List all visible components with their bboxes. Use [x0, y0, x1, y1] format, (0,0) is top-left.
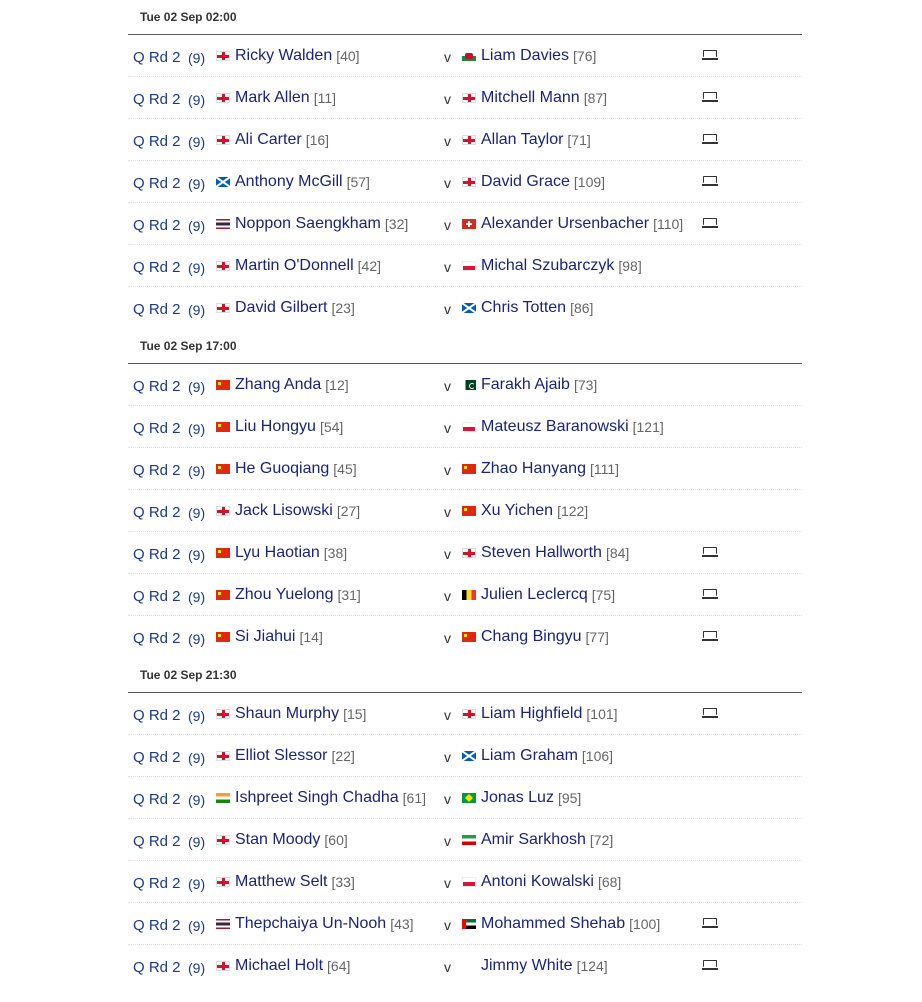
- player-two: [462, 376, 597, 394]
- player-two: [462, 173, 605, 191]
- session-section: [128, 658, 802, 987]
- round-label: Q Rd 2: [133, 630, 181, 647]
- best-of-frames: (9): [188, 918, 206, 934]
- round-label: Q Rd 2: [133, 301, 181, 318]
- player-name-link[interactable]: Mitchell Mann: [481, 89, 580, 106]
- player-ranking: [22]: [331, 748, 355, 764]
- player-name-link[interactable]: He Guoqiang: [235, 460, 330, 477]
- match-row[interactable]: [128, 777, 802, 819]
- match-row[interactable]: [128, 819, 802, 861]
- round-label: Q Rd 2: [133, 133, 181, 150]
- round-label: Q Rd 2: [133, 546, 181, 563]
- player-one: [216, 502, 360, 520]
- player-ranking: [12]: [325, 377, 349, 393]
- player-two: [462, 502, 588, 520]
- player-ranking: [40]: [336, 48, 360, 64]
- tv-icon[interactable]: [702, 917, 718, 929]
- match-row[interactable]: [128, 77, 802, 119]
- player-two: [462, 215, 683, 233]
- player-two: [462, 873, 621, 891]
- player-name-link[interactable]: Jonas Luz: [481, 789, 554, 806]
- tv-broadcast-icon: [702, 546, 718, 558]
- best-of-frames: (9): [188, 631, 206, 647]
- match-row[interactable]: [128, 203, 802, 245]
- tv-broadcast-icon: [702, 133, 718, 145]
- flag-icon: [216, 93, 230, 103]
- round-label: Q Rd 2: [133, 749, 181, 766]
- player-name-link[interactable]: Zhao Hanyang: [481, 460, 586, 477]
- player-one: [216, 131, 329, 149]
- player-ranking: [57]: [346, 174, 370, 190]
- player-one: [216, 873, 355, 891]
- player-two: [462, 131, 591, 149]
- player-name-link[interactable]: Stan Moody: [235, 831, 321, 848]
- versus-label: v: [444, 301, 451, 317]
- flag-icon: [462, 422, 476, 432]
- flag-icon: [462, 464, 476, 474]
- flag-icon: [216, 380, 230, 390]
- flag-icon: [216, 961, 230, 971]
- match-row[interactable]: [128, 616, 802, 658]
- player-name-link[interactable]: Si Jiahui: [235, 628, 296, 645]
- best-of-frames: (9): [188, 505, 206, 521]
- player-name-link[interactable]: Alexander Ursenbacher: [481, 215, 650, 232]
- player-two: [462, 544, 629, 562]
- player-name-link[interactable]: Shaun Murphy: [235, 705, 340, 722]
- best-of-frames: (9): [188, 589, 206, 605]
- player-name-link[interactable]: Matthew Selt: [235, 873, 328, 890]
- tv-icon[interactable]: [702, 630, 718, 642]
- round-label: Q Rd 2: [133, 217, 181, 234]
- flag-icon: [216, 919, 230, 929]
- player-two: [462, 705, 618, 723]
- round-label: Q Rd 2: [133, 917, 181, 934]
- tv-broadcast-icon: [702, 49, 718, 61]
- round-label: Q Rd 2: [133, 462, 181, 479]
- round-label: Q Rd 2: [133, 175, 181, 192]
- player-name-link[interactable]: Antoni Kowalski: [481, 873, 594, 890]
- player-one: [216, 215, 408, 233]
- player-name-link[interactable]: Elliot Slessor: [235, 747, 328, 764]
- best-of-frames: (9): [188, 547, 206, 563]
- match-row[interactable]: [128, 574, 802, 616]
- flag-icon: [462, 919, 476, 929]
- player-name-link[interactable]: Jimmy White: [481, 957, 573, 974]
- player-name-link[interactable]: Xu Yichen: [481, 502, 554, 519]
- player-one: [216, 705, 366, 723]
- versus-label: v: [444, 175, 451, 191]
- player-name-link[interactable]: David Gilbert: [235, 299, 328, 316]
- round-label: Q Rd 2: [133, 707, 181, 724]
- match-row[interactable]: [128, 945, 802, 987]
- player-two: [462, 628, 609, 646]
- match-row[interactable]: [128, 448, 802, 490]
- flag-icon: [216, 590, 230, 600]
- player-ranking: [60]: [324, 832, 348, 848]
- flag-icon: [216, 548, 230, 558]
- player-two: [462, 789, 581, 807]
- best-of-frames: (9): [188, 708, 206, 724]
- best-of-frames: (9): [188, 302, 206, 318]
- flag-icon: [462, 632, 476, 642]
- versus-label: v: [444, 707, 451, 723]
- player-name-link[interactable]: Mark Allen: [235, 89, 310, 106]
- session-header: [128, 658, 802, 693]
- player-ranking: [122]: [557, 503, 589, 519]
- versus-label: v: [444, 875, 451, 891]
- flag-icon: [216, 632, 230, 642]
- player-one: [216, 789, 426, 807]
- player-ranking: [76]: [573, 48, 597, 64]
- match-schedule: [128, 0, 802, 987]
- player-ranking: [31]: [337, 587, 361, 603]
- flag-icon: [462, 93, 476, 103]
- player-ranking: [54]: [319, 419, 344, 435]
- flag-icon: [216, 219, 230, 229]
- match-row[interactable]: [128, 903, 802, 945]
- player-name-link[interactable]: Steven Hallworth: [481, 544, 602, 561]
- round-label: Q Rd 2: [133, 504, 181, 521]
- flag-icon: [462, 506, 476, 516]
- session-section: [128, 329, 802, 658]
- player-name-link[interactable]: Liam Highfield: [481, 705, 583, 722]
- player-ranking: [27]: [336, 503, 361, 519]
- player-name-link[interactable]: Zhou Yuelong: [235, 586, 334, 603]
- flag-icon: [462, 590, 476, 600]
- tv-broadcast-icon: [702, 959, 718, 971]
- player-ranking: [101]: [586, 706, 618, 722]
- player-one: [216, 47, 360, 65]
- player-ranking: [84]: [605, 545, 630, 561]
- best-of-frames: (9): [188, 134, 206, 150]
- player-ranking: [64]: [327, 958, 351, 974]
- player-one: [216, 418, 343, 436]
- tv-broadcast-icon: [702, 707, 718, 719]
- match-row[interactable]: [128, 364, 802, 406]
- player-name-link[interactable]: Lyu Haotian: [235, 544, 320, 561]
- player-name-link[interactable]: Mateusz Baranowski: [481, 418, 629, 435]
- player-ranking: [95]: [557, 790, 582, 806]
- player-ranking: [121]: [632, 419, 664, 435]
- flag-icon: [462, 961, 476, 971]
- best-of-frames: (9): [188, 218, 206, 234]
- versus-label: v: [444, 259, 451, 275]
- versus-label: v: [444, 588, 451, 604]
- flag-icon: [216, 51, 230, 61]
- round-label: Q Rd 2: [133, 49, 181, 66]
- best-of-frames: (9): [188, 876, 206, 892]
- player-ranking: [106]: [581, 748, 614, 764]
- session-header: [128, 329, 802, 364]
- flag-icon: [462, 219, 476, 229]
- tv-broadcast-icon: [702, 217, 718, 229]
- tv-icon[interactable]: [702, 217, 718, 229]
- best-of-frames: (9): [188, 960, 206, 976]
- player-name-link[interactable]: Thepchaiya Un-Nooh: [235, 915, 387, 932]
- tv-icon[interactable]: [702, 707, 718, 719]
- session-header: [128, 0, 802, 35]
- player-name-link[interactable]: Farakh Ajaib: [481, 376, 570, 393]
- round-label: Q Rd 2: [133, 959, 181, 976]
- versus-label: v: [444, 630, 451, 646]
- player-name-link[interactable]: Mohammed Shehab: [481, 915, 626, 932]
- versus-label: v: [444, 378, 451, 394]
- player-ranking: [124]: [576, 958, 608, 974]
- flag-icon: [216, 506, 230, 516]
- player-name-link[interactable]: Chris Totten: [481, 299, 567, 316]
- flag-icon: [462, 380, 476, 390]
- player-ranking: [73]: [573, 377, 598, 393]
- player-ranking: [98]: [618, 258, 642, 274]
- player-name-link[interactable]: Noppon Saengkham: [235, 215, 381, 232]
- best-of-frames: (9): [188, 379, 206, 395]
- player-one: [216, 299, 355, 317]
- player-ranking: [14]: [299, 629, 323, 645]
- best-of-frames: (9): [188, 50, 206, 66]
- player-one: [216, 586, 361, 604]
- versus-label: v: [444, 959, 451, 975]
- tv-icon[interactable]: [702, 959, 718, 971]
- player-ranking: [100]: [629, 916, 661, 932]
- player-ranking: [72]: [589, 832, 614, 848]
- player-ranking: [87]: [583, 90, 608, 106]
- best-of-frames: (9): [188, 750, 206, 766]
- player-ranking: [71]: [567, 132, 591, 148]
- flag-icon: [462, 751, 476, 761]
- flag-icon: [462, 793, 476, 803]
- best-of-frames: (9): [188, 463, 206, 479]
- best-of-frames: (9): [188, 421, 206, 437]
- round-label: Q Rd 2: [133, 259, 181, 276]
- player-one: [216, 628, 323, 646]
- versus-label: v: [444, 791, 451, 807]
- round-label: Q Rd 2: [133, 420, 181, 437]
- player-name-link[interactable]: Ishpreet Singh Chadha: [235, 789, 399, 806]
- flag-icon: [216, 709, 230, 719]
- player-name-link[interactable]: Ali Carter: [235, 131, 302, 148]
- player-two: [462, 747, 613, 765]
- best-of-frames: (9): [188, 792, 206, 808]
- flag-icon: [216, 261, 230, 271]
- match-row[interactable]: [128, 532, 802, 574]
- player-name-link[interactable]: Ricky Walden: [235, 47, 333, 64]
- player-one: [216, 747, 355, 765]
- player-ranking: [61]: [402, 790, 427, 806]
- player-two: [462, 586, 615, 604]
- match-row[interactable]: [128, 245, 802, 287]
- player-name-link[interactable]: Jack Lisowski: [235, 502, 333, 519]
- player-one: [216, 831, 348, 849]
- versus-label: v: [444, 217, 451, 233]
- player-one: [216, 460, 357, 478]
- match-row[interactable]: [128, 861, 802, 903]
- flag-icon: [216, 177, 230, 187]
- session-title: Tue 02 Sep 17:00: [140, 339, 237, 353]
- player-ranking: [45]: [333, 461, 357, 477]
- round-label: Q Rd 2: [133, 588, 181, 605]
- player-one: [216, 957, 350, 975]
- player-two: [462, 915, 660, 933]
- player-two: [462, 89, 607, 107]
- versus-label: v: [444, 420, 451, 436]
- player-name-link[interactable]: Chang Bingyu: [481, 628, 582, 645]
- tv-icon[interactable]: [702, 175, 718, 187]
- match-row[interactable]: [128, 35, 802, 77]
- tv-icon[interactable]: [702, 91, 718, 103]
- session-section: [128, 0, 802, 329]
- player-two: [462, 257, 642, 275]
- player-two: [462, 460, 619, 478]
- flag-icon: [216, 464, 230, 474]
- flag-icon: [216, 422, 230, 432]
- flag-icon: [216, 135, 230, 145]
- tv-broadcast-icon: [702, 91, 718, 103]
- player-one: [216, 173, 370, 191]
- tv-broadcast-icon: [702, 630, 718, 642]
- player-one: [216, 376, 349, 394]
- best-of-frames: (9): [188, 176, 206, 192]
- best-of-frames: (9): [188, 92, 206, 108]
- match-row[interactable]: [128, 406, 802, 448]
- player-ranking: [86]: [570, 300, 594, 316]
- player-ranking: [75]: [591, 587, 616, 603]
- player-name-link[interactable]: Martin O'Donnell: [235, 257, 354, 274]
- versus-label: v: [444, 91, 451, 107]
- flag-icon: [216, 303, 230, 313]
- player-ranking: [111]: [589, 461, 620, 477]
- player-two: [462, 831, 613, 849]
- player-ranking: [109]: [573, 174, 606, 190]
- flag-icon: [216, 751, 230, 761]
- player-name-link[interactable]: Julien Leclercq: [481, 586, 588, 603]
- player-two: [462, 957, 608, 975]
- tv-broadcast-icon: [702, 917, 718, 929]
- versus-label: v: [444, 546, 451, 562]
- tv-broadcast-icon: [702, 175, 718, 187]
- player-ranking: [38]: [323, 545, 348, 561]
- player-one: [216, 257, 381, 275]
- flag-icon: [462, 261, 476, 271]
- player-ranking: [16]: [305, 132, 330, 148]
- player-ranking: [42]: [357, 258, 382, 274]
- player-name-link[interactable]: Michal Szubarczyk: [481, 257, 615, 274]
- session-title: Tue 02 Sep 02:00: [140, 10, 237, 24]
- versus-label: v: [444, 462, 451, 478]
- versus-label: v: [444, 504, 451, 520]
- player-name-link[interactable]: Liu Hongyu: [235, 418, 316, 435]
- player-ranking: [110]: [653, 216, 684, 232]
- flag-icon: [462, 877, 476, 887]
- player-ranking: [11]: [313, 90, 337, 106]
- flag-icon: [462, 177, 476, 187]
- player-ranking: [33]: [331, 874, 355, 890]
- player-name-link[interactable]: Michael Holt: [235, 957, 324, 974]
- flag-icon: [216, 793, 230, 803]
- player-name-link[interactable]: Allan Taylor: [481, 131, 564, 148]
- player-name-link[interactable]: Liam Davies: [481, 47, 570, 64]
- tv-icon[interactable]: [702, 546, 718, 558]
- versus-label: v: [444, 133, 451, 149]
- player-ranking: [32]: [384, 216, 409, 232]
- match-row[interactable]: [128, 490, 802, 532]
- flag-icon: [462, 835, 476, 845]
- round-label: Q Rd 2: [133, 91, 181, 108]
- versus-label: v: [444, 749, 451, 765]
- round-label: Q Rd 2: [133, 378, 181, 395]
- tv-broadcast-icon: [702, 588, 718, 600]
- flag-icon: [462, 709, 476, 719]
- match-row[interactable]: [128, 119, 802, 161]
- tv-icon[interactable]: [702, 133, 718, 145]
- player-ranking: [23]: [331, 300, 355, 316]
- player-name-link[interactable]: Zhang Anda: [235, 376, 322, 393]
- match-row[interactable]: [128, 287, 802, 329]
- flag-icon: [216, 877, 230, 887]
- versus-label: v: [444, 49, 451, 65]
- player-two: [462, 418, 664, 436]
- tv-icon[interactable]: [702, 588, 718, 600]
- player-name-link[interactable]: David Grace: [481, 173, 570, 190]
- flag-icon: [462, 51, 476, 61]
- round-label: Q Rd 2: [133, 791, 181, 808]
- match-row[interactable]: [128, 693, 802, 735]
- player-ranking: [77]: [585, 629, 609, 645]
- player-one: [216, 544, 347, 562]
- versus-label: v: [444, 833, 451, 849]
- round-label: Q Rd 2: [133, 833, 181, 850]
- player-ranking: [43]: [390, 916, 414, 932]
- player-two: [462, 299, 593, 317]
- player-ranking: [68]: [597, 874, 622, 890]
- player-name-link[interactable]: Anthony McGill: [235, 173, 343, 190]
- flag-icon: [462, 135, 476, 145]
- tv-icon[interactable]: [702, 49, 718, 61]
- flag-icon: [462, 548, 476, 558]
- versus-label: v: [444, 917, 451, 933]
- player-name-link[interactable]: Amir Sarkhosh: [481, 831, 586, 848]
- best-of-frames: (9): [188, 260, 206, 276]
- match-row[interactable]: [128, 735, 802, 777]
- match-row[interactable]: [128, 161, 802, 203]
- player-one: [216, 89, 336, 107]
- session-title: Tue 02 Sep 21:30: [140, 668, 237, 682]
- player-two: [462, 47, 596, 65]
- best-of-frames: (9): [188, 834, 206, 850]
- player-name-link[interactable]: Liam Graham: [481, 747, 578, 764]
- player-ranking: [15]: [343, 706, 367, 722]
- flag-icon: [462, 303, 476, 313]
- flag-icon: [216, 835, 230, 845]
- round-label: Q Rd 2: [133, 875, 181, 892]
- player-one: [216, 915, 414, 933]
